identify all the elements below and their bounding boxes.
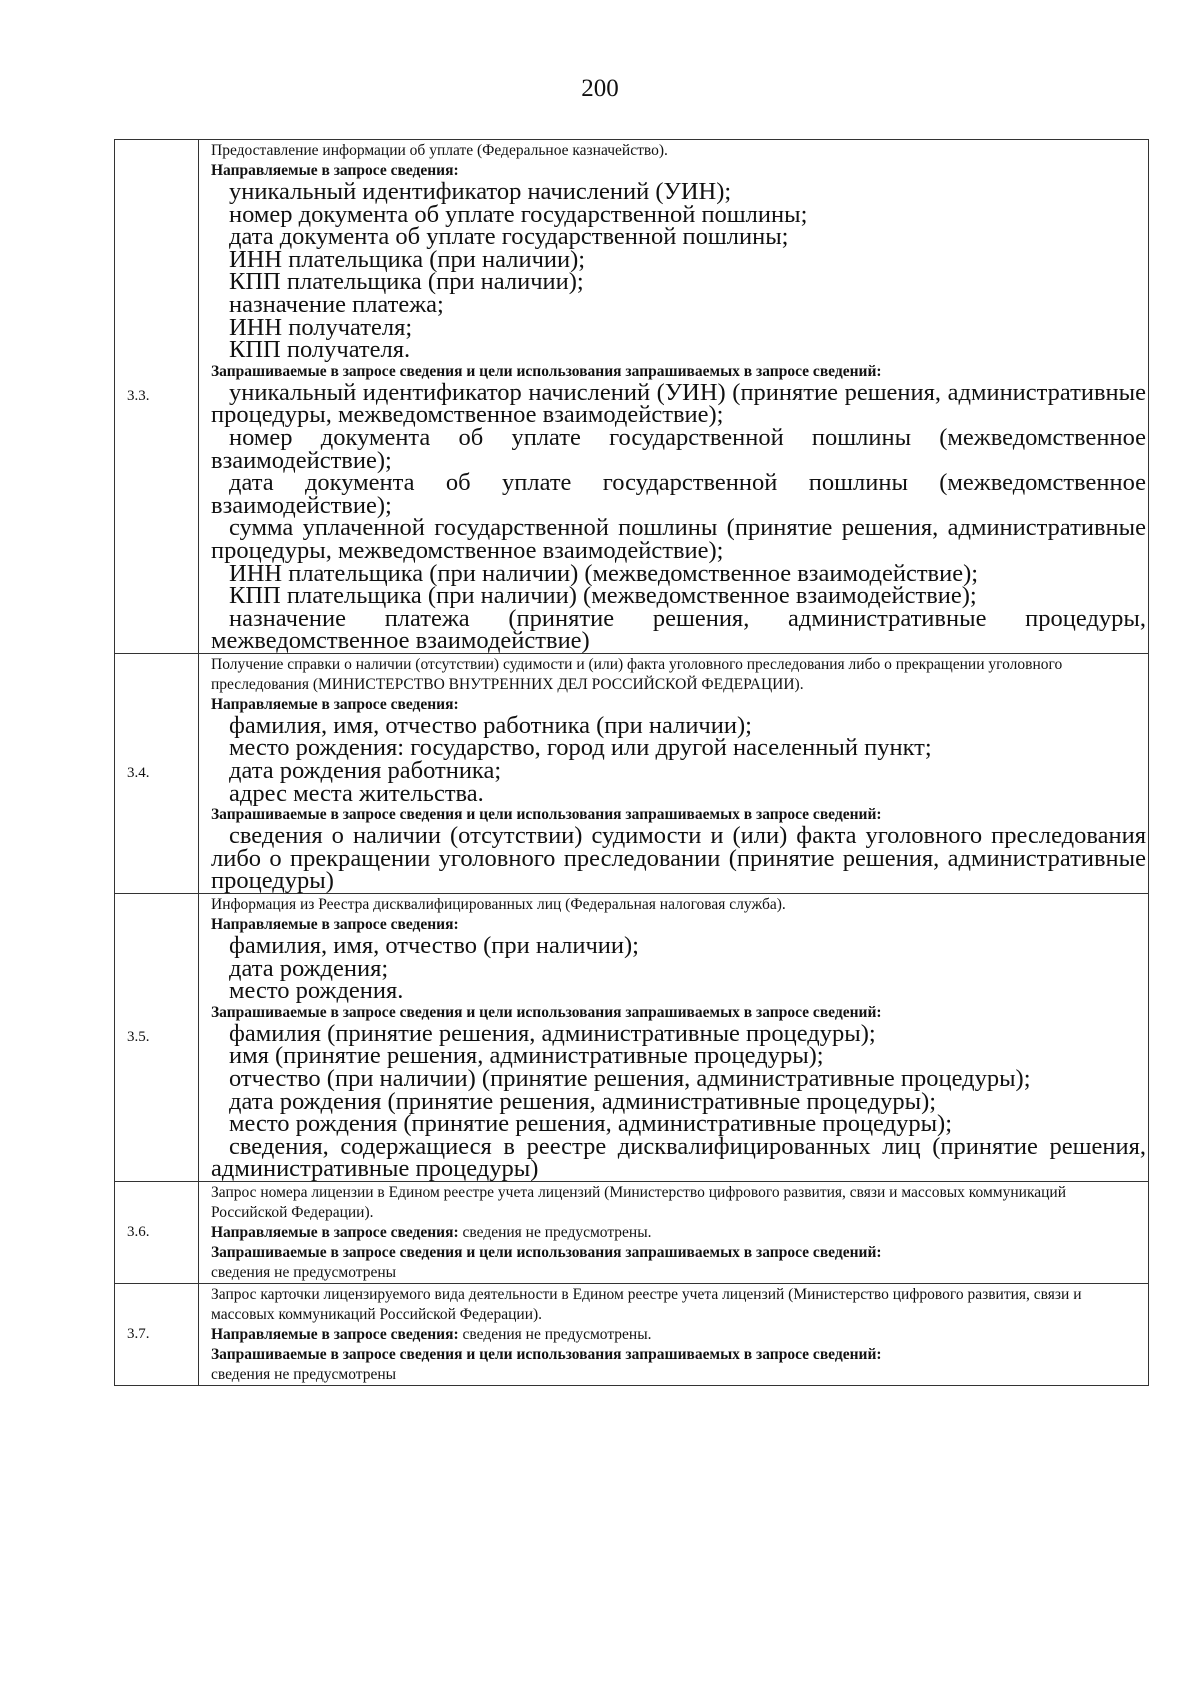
sent-heading: Направляемые в запросе сведения: xyxy=(211,1325,459,1343)
sent-inline: сведения не предусмотрены. xyxy=(462,1325,652,1343)
requested-item: номер документа об уплате государственной пошлины (межведомственное взаимодействие); xyxy=(211,423,1146,474)
sent-item: дата рождения; xyxy=(229,954,389,982)
sent-item: номер документа об уплате государственной пошлины; xyxy=(229,200,808,228)
row-content xyxy=(199,140,1149,654)
sent-item: ИНН плательщика (при наличии); xyxy=(229,245,586,273)
table-row xyxy=(115,1283,1149,1385)
requested-item: отчество (при наличии) (принятие решения, административные процедуры); xyxy=(229,1065,1031,1092)
sent-heading: Направляемые в запросе сведения: xyxy=(211,162,459,179)
sent-item: КПП плательщика (при наличии); xyxy=(229,268,584,296)
sent-line xyxy=(211,1223,1146,1243)
requested-heading: Запрашиваемые в запросе сведения и цели использования запрашиваемых в запросе сведений: xyxy=(211,1243,882,1261)
sent-heading: Направляемые в запросе сведения: xyxy=(211,695,459,713)
requested-inline: сведения не предусмотрены xyxy=(211,1365,397,1383)
row-number: 3.5. xyxy=(115,894,199,1182)
row-number: 3.4. xyxy=(115,653,199,893)
row-content xyxy=(199,1283,1149,1385)
row-title: Запрос номера лицензии в Едином реестре учета лицензий (Министерство цифрового развития, связи и массовых коммуникаций Российской Федерации). xyxy=(211,1183,1067,1221)
requested-item: сведения, содержащиеся в реестре дисквалифицированных лиц (принятие решения, административные процедуры) xyxy=(211,1132,1146,1183)
page-number: 200 xyxy=(581,75,619,102)
requested-inline: сведения не предусмотрены xyxy=(211,1263,397,1281)
row-title: Получение справки о наличии (отсутствии) судимости и (или) факта уголовного преследования либо о прекращении уголовного преследования (МИНИСТЕРСТВО ВНУТРЕННИХ ДЕЛ РОССИЙСКОЙ ФЕДЕРАЦИИ). xyxy=(211,655,1063,693)
requested-item: место рождения (принятие решения, административные процедуры); xyxy=(229,1110,953,1138)
row-title: Информация из Реестра дисквалифицированных лиц (Федеральная налоговая служба). xyxy=(211,896,786,914)
sent-item: дата рождения работника; xyxy=(229,757,502,785)
requested-heading: Запрашиваемые в запросе сведения и цели использования запрашиваемых в запросе сведений: xyxy=(211,362,882,380)
requested-heading: Запрашиваемые в запросе сведения и цели использования запрашиваемых в запросе сведений: xyxy=(211,1345,882,1363)
sent-heading: Направляемые в запросе сведения: xyxy=(211,1223,459,1241)
table-row xyxy=(115,653,1149,893)
table-row xyxy=(115,1181,1149,1283)
row-number: 3.6. xyxy=(115,1181,199,1283)
sent-item: адрес места жительства. xyxy=(229,779,484,807)
row-title: Запрос карточки лицензируемого вида деятельности в Едином реестре учета лицензий (Министерство цифрового развития, связи и массовых коммуникаций Российской Федерации). xyxy=(211,1285,1082,1323)
requested-item: дата документа об уплате государственной пошлины (межведомственное взаимодействие); xyxy=(211,469,1146,519)
requested-item: сведения о наличии (отсутствии) судимости и (или) факта уголовного преследования либо о прекращении уголовного преследовании (принятие решения, административные процедуры) xyxy=(211,822,1146,895)
requested-item: дата рождения (принятие решения, административные процедуры); xyxy=(229,1087,937,1115)
requested-heading: Запрашиваемые в запросе сведения и цели использования запрашиваемых в запросе сведений: xyxy=(211,806,882,824)
sent-item: дата документа об уплате государственной пошлины; xyxy=(229,223,789,251)
requested-item: ИНН плательщика (при наличии) (межведомственное взаимодействие); xyxy=(229,559,979,587)
row-number: 3.3. xyxy=(115,140,199,654)
requested-item: назначение платежа (принятие решения, административные процедуры, межведомственное взаимодействие) xyxy=(211,604,1146,655)
sent-item: ИНН получателя; xyxy=(229,313,413,341)
requested-item: фамилия (принятие решения, административные процедуры); xyxy=(229,1019,876,1047)
row-content xyxy=(199,894,1149,1182)
sent-item: КПП получателя. xyxy=(229,336,411,364)
row-content xyxy=(199,653,1149,893)
sent-item: фамилия, имя, отчество (при наличии); xyxy=(229,932,639,960)
sent-item: уникальный идентификатор начислений (УИН); xyxy=(229,178,732,205)
requests-table xyxy=(114,139,1149,1386)
requested-item: сумма уплаченной государственной пошлины (принятие решения, административные процедуры, межведомственное взаимодействие); xyxy=(211,514,1146,564)
sent-item: назначение платежа; xyxy=(229,290,444,318)
table-row xyxy=(115,894,1149,1182)
sent-item: место рождения. xyxy=(229,977,404,1005)
row-content xyxy=(199,1181,1149,1283)
row-number: 3.7. xyxy=(115,1283,199,1385)
sent-inline: сведения не предусмотрены. xyxy=(462,1223,652,1241)
sent-line xyxy=(211,1325,1146,1345)
sent-item: место рождения: государство, город или другой населенный пункт; xyxy=(229,734,932,762)
row-title: Предоставление информации об уплате (Федеральное казначейство). xyxy=(211,142,668,159)
requested-item: имя (принятие решения, административные процедуры); xyxy=(229,1042,824,1070)
sent-item: фамилия, имя, отчество работника (при наличии); xyxy=(229,711,752,739)
requested-item: КПП плательщика (при наличии) (межведомственное взаимодействие); xyxy=(229,582,977,610)
requested-heading: Запрашиваемые в запросе сведения и цели использования запрашиваемых в запросе сведений: xyxy=(211,1003,882,1021)
requested-item: уникальный идентификатор начислений (УИН) (принятие решения, административные процедуры, межведомственное взаимодействие); xyxy=(211,378,1146,429)
table-row xyxy=(115,140,1149,654)
sent-heading: Направляемые в запросе сведения: xyxy=(211,916,459,934)
